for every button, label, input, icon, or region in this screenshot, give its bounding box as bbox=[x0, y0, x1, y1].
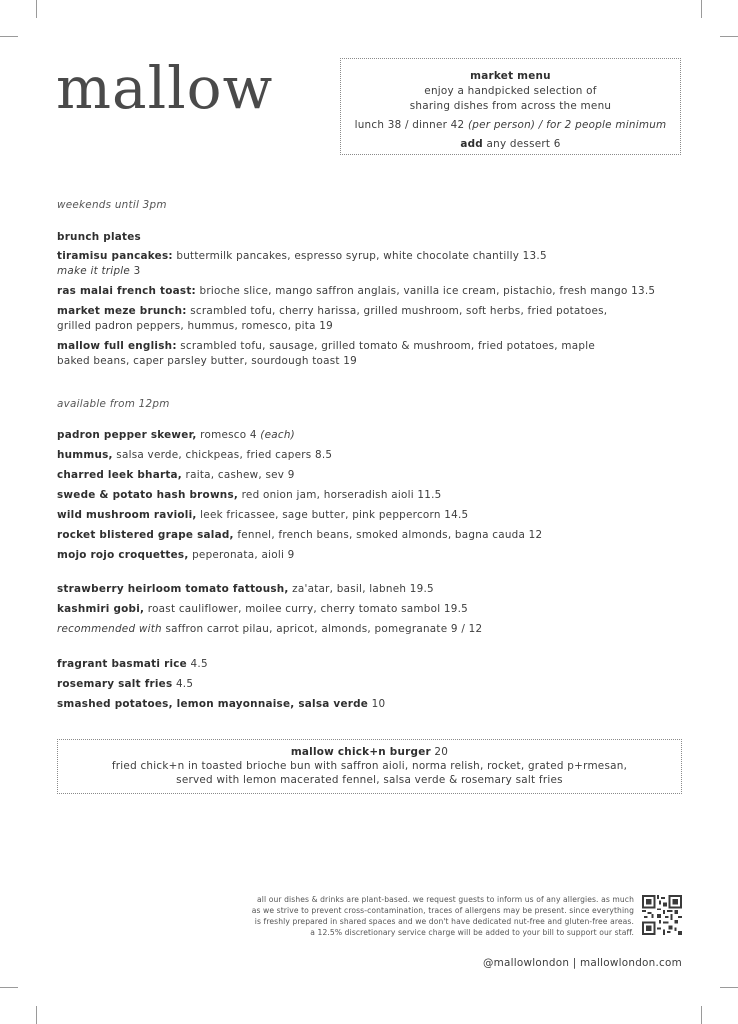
item-desc: raita, cashew, sev 9 bbox=[182, 469, 295, 481]
crop-mark bbox=[701, 1006, 702, 1024]
menu-item bbox=[57, 468, 687, 483]
item-desc: roast cauliflower, moilee curry, cherry tomato sambol 19.5 bbox=[144, 603, 469, 615]
crop-mark bbox=[701, 0, 702, 18]
social-links[interactable]: @mallowlondon | mallowlondon.com bbox=[483, 957, 682, 969]
item-desc: salsa verde, chickpeas, fried capers 8.5 bbox=[112, 449, 333, 461]
brunch-note: weekends until 3pm bbox=[57, 199, 167, 211]
burger-line1: fried chick+n in toasted brioche bun with saffron aioli, norma relish, rocket, grated p+rmesan, bbox=[111, 760, 628, 772]
item-desc: fennel, french beans, smoked almonds, bagna cauda 12 bbox=[233, 529, 543, 541]
main-note: available from 12pm bbox=[57, 398, 170, 410]
menu-item bbox=[57, 428, 687, 443]
item-name: smashed potatoes, lemon mayonnaise, salsa verde bbox=[57, 698, 369, 710]
recommended-item bbox=[57, 622, 687, 637]
brunch-heading: brunch plates bbox=[57, 231, 141, 243]
menu-item bbox=[57, 528, 687, 543]
item-name: strawberry heirloom tomato fattoush, bbox=[57, 583, 289, 595]
item-note: (each) bbox=[260, 429, 295, 441]
item-extra: make it triple bbox=[57, 265, 131, 277]
menu-item bbox=[57, 508, 687, 523]
crop-mark bbox=[720, 987, 738, 988]
allergy-line: all our dishes & drinks are plant-based. we request guests to inform us of any allergies. as much bbox=[257, 895, 634, 904]
item-desc: scrambled tofu, sausage, grilled tomato & mushroom, fried potatoes, maple bbox=[176, 340, 595, 352]
item-name: market meze brunch: bbox=[57, 305, 187, 317]
item-desc-2: baked beans, caper parsley butter, sourdough toast 19 bbox=[57, 355, 358, 367]
item-name: hummus, bbox=[57, 449, 113, 461]
crop-mark bbox=[0, 36, 18, 37]
item-desc: brioche slice, mango saffron anglais, vanilla ice cream, pistachio, fresh mango 13.5 bbox=[195, 285, 656, 297]
market-menu-add-text: any dessert 6 bbox=[482, 138, 561, 150]
item-name: swede & potato hash browns, bbox=[57, 489, 239, 501]
market-menu-price bbox=[341, 118, 680, 133]
item-name: charred leek bharta, bbox=[57, 469, 182, 481]
market-menu-add bbox=[341, 137, 680, 152]
item-desc: 4.5 bbox=[186, 658, 208, 670]
item-desc: scrambled tofu, cherry harissa, grilled mushroom, soft herbs, fried potatoes, bbox=[186, 305, 608, 317]
market-menu-line2: sharing dishes from across the menu bbox=[409, 100, 612, 112]
item-desc: red onion jam, horseradish aioli 11.5 bbox=[238, 489, 442, 501]
recommended-desc: saffron carrot pilau, apricot, almonds, pomegranate 9 / 12 bbox=[161, 623, 483, 635]
crop-mark bbox=[720, 36, 738, 37]
market-menu-price-plain: lunch 38 / dinner 42 bbox=[354, 119, 468, 131]
burger-line2: served with lemon macerated fennel, salsa verde & rosemary salt fries bbox=[176, 774, 563, 786]
recommended-label: recommended with bbox=[57, 623, 162, 635]
qr-code-icon[interactable] bbox=[642, 895, 682, 935]
burger-box bbox=[57, 739, 682, 794]
item-desc: 4.5 bbox=[172, 678, 194, 690]
item-name: fragrant basmati rice bbox=[57, 658, 187, 670]
menu-item bbox=[57, 339, 687, 369]
menu-item bbox=[57, 697, 687, 712]
menu-item bbox=[57, 677, 687, 692]
menu-item bbox=[57, 249, 687, 279]
crop-mark bbox=[0, 987, 18, 988]
menu-item bbox=[57, 548, 687, 563]
menu-item bbox=[57, 582, 687, 597]
brunch-section bbox=[57, 230, 687, 374]
market-menu-title: market menu bbox=[470, 70, 551, 82]
item-desc: romesco 4 bbox=[196, 429, 261, 441]
item-extra-price: 3 bbox=[130, 265, 141, 277]
allergy-note bbox=[214, 894, 634, 938]
item-name: kashmiri gobi, bbox=[57, 603, 145, 615]
item-desc: peperonata, aioli 9 bbox=[188, 549, 295, 561]
allergy-line: a 12.5% discretionary service charge will be added to your bill to support our staff. bbox=[310, 928, 634, 937]
market-menu-price-note: (per person) / for 2 people minimum bbox=[467, 119, 667, 131]
crop-mark bbox=[36, 0, 37, 18]
market-menu-line1: enjoy a handpicked selection of bbox=[424, 85, 597, 97]
burger-title bbox=[58, 745, 681, 759]
item-name: ras malai french toast: bbox=[57, 285, 196, 297]
menu-item bbox=[57, 602, 687, 617]
allergy-line: as we strive to prevent cross-contamination, traces of allergens may be present. since everything bbox=[251, 906, 634, 915]
item-name: wild mushroom ravioli, bbox=[57, 509, 197, 521]
allergy-line: is freshly prepared in shared spaces and we don't have dedicated nut-free and gluten-free areas. bbox=[254, 917, 634, 926]
item-desc-2: grilled padron peppers, hummus, romesco, pita 19 bbox=[57, 320, 334, 332]
menu-item bbox=[57, 448, 687, 463]
menu-item bbox=[57, 488, 687, 503]
brand-logo: mallow bbox=[56, 54, 274, 122]
crop-mark bbox=[36, 1006, 37, 1024]
item-desc: buttermilk pancakes, espresso syrup, white chocolate chantilly 13.5 bbox=[172, 250, 547, 262]
menu-item bbox=[57, 304, 687, 334]
sides-section bbox=[57, 657, 687, 717]
item-desc: 10 bbox=[368, 698, 386, 710]
market-menu-add-label: add bbox=[460, 138, 483, 150]
market-menu-box bbox=[340, 58, 681, 155]
item-name: mallow full english: bbox=[57, 340, 177, 352]
item-name: rosemary salt fries bbox=[57, 678, 173, 690]
menu-item bbox=[57, 657, 687, 672]
burger-price: 20 bbox=[430, 746, 449, 758]
item-name: rocket blistered grape salad, bbox=[57, 529, 234, 541]
item-desc: za'atar, basil, labneh 19.5 bbox=[288, 583, 434, 595]
small-plates-section bbox=[57, 428, 687, 568]
large-plates-section bbox=[57, 582, 687, 642]
burger-name: mallow chick+n burger bbox=[290, 746, 431, 758]
item-desc: leek fricassee, sage butter, pink peppercorn 14.5 bbox=[196, 509, 469, 521]
item-name: tiramisu pancakes: bbox=[57, 250, 173, 262]
item-name: mojo rojo croquettes, bbox=[57, 549, 189, 561]
menu-item bbox=[57, 284, 687, 299]
item-name: padron pepper skewer, bbox=[57, 429, 197, 441]
